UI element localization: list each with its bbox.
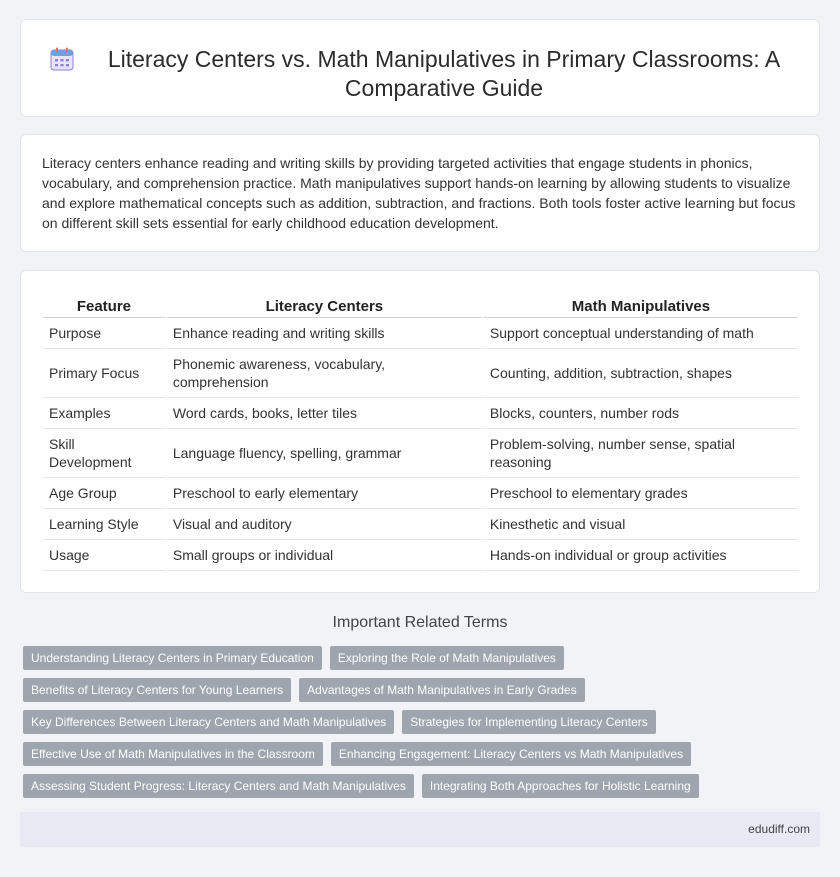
- table-cell: Skill Development: [43, 429, 165, 478]
- related-term-tag[interactable]: Effective Use of Math Manipulatives in the Classroom: [23, 742, 323, 766]
- table-cell: Small groups or individual: [167, 540, 482, 571]
- related-terms-heading: Important Related Terms: [332, 614, 508, 631]
- table-cell: Kinesthetic and visual: [484, 509, 798, 540]
- table-cell: Counting, addition, subtraction, shapes: [484, 349, 798, 398]
- table-row: [43, 349, 798, 398]
- table-cell: Examples: [43, 398, 165, 429]
- column-header-math-manipulatives: Math Manipulatives: [484, 296, 798, 318]
- table-cell: Age Group: [43, 478, 165, 509]
- table-row: [43, 318, 798, 349]
- comparison-table: [41, 296, 800, 571]
- table-cell: Phonemic awareness, vocabulary, comprehension: [167, 349, 482, 398]
- table-cell: Preschool to elementary grades: [484, 478, 798, 509]
- table-cell: Blocks, counters, number rods: [484, 398, 798, 429]
- related-term-tag[interactable]: Understanding Literacy Centers in Primary Education: [23, 646, 322, 670]
- page-title: Literacy Centers vs. Math Manipulatives in Primary Classrooms: A Comparative Guide: [107, 46, 781, 101]
- related-term-tag[interactable]: Enhancing Engagement: Literacy Centers vs Math Manipulatives: [331, 742, 691, 766]
- table-row: [43, 540, 798, 571]
- column-header-literacy-centers: Literacy Centers: [167, 296, 482, 318]
- table-cell: Hands-on individual or group activities: [484, 540, 798, 571]
- calendar-icon: [49, 46, 75, 72]
- related-term-tag[interactable]: Integrating Both Approaches for Holistic Learning: [422, 774, 699, 798]
- table-row: [43, 509, 798, 540]
- table-cell: Problem-solving, number sense, spatial reasoning: [484, 429, 798, 478]
- table-cell: Usage: [43, 540, 165, 571]
- table-cell: Language fluency, spelling, grammar: [167, 429, 482, 478]
- table-header-row: [43, 296, 798, 318]
- table-row: [43, 429, 798, 478]
- related-term-tag[interactable]: Assessing Student Progress: Literacy Centers and Math Manipulatives: [23, 774, 414, 798]
- related-term-tag[interactable]: Advantages of Math Manipulatives in Early Grades: [299, 678, 584, 702]
- site-name[interactable]: edudiff.com: [748, 822, 810, 836]
- intro-paragraph: Literacy centers enhance reading and writing skills by providing targeted activities that engage students in phonics, vocabulary, and comprehension practice. Math manipulatives support hands-on learning by allowing students to visualize and explore mathematical concepts such as addition, subtraction, and fractions. Both tools foster active learning but focus on different skill sets essential for early childhood education development.: [42, 155, 796, 231]
- intro-card: [20, 134, 820, 252]
- related-term-tag[interactable]: Strategies for Implementing Literacy Centers: [402, 710, 655, 734]
- comparison-table-card: [20, 270, 820, 593]
- footer: [20, 812, 820, 847]
- table-cell: Enhance reading and writing skills: [167, 318, 482, 349]
- table-cell: Support conceptual understanding of math: [484, 318, 798, 349]
- related-terms-list: [23, 646, 813, 806]
- table-cell: Preschool to early elementary: [167, 478, 482, 509]
- table-cell: Visual and auditory: [167, 509, 482, 540]
- column-header-feature: Feature: [43, 296, 165, 318]
- table-cell: Learning Style: [43, 509, 165, 540]
- title-card: [20, 19, 820, 117]
- table-row: [43, 478, 798, 509]
- table-cell: Purpose: [43, 318, 165, 349]
- table-cell: Word cards, books, letter tiles: [167, 398, 482, 429]
- related-term-tag[interactable]: Key Differences Between Literacy Centers and Math Manipulatives: [23, 710, 394, 734]
- table-cell: Primary Focus: [43, 349, 165, 398]
- related-term-tag[interactable]: Benefits of Literacy Centers for Young Learners: [23, 678, 291, 702]
- table-row: [43, 398, 798, 429]
- related-term-tag[interactable]: Exploring the Role of Math Manipulatives: [330, 646, 564, 670]
